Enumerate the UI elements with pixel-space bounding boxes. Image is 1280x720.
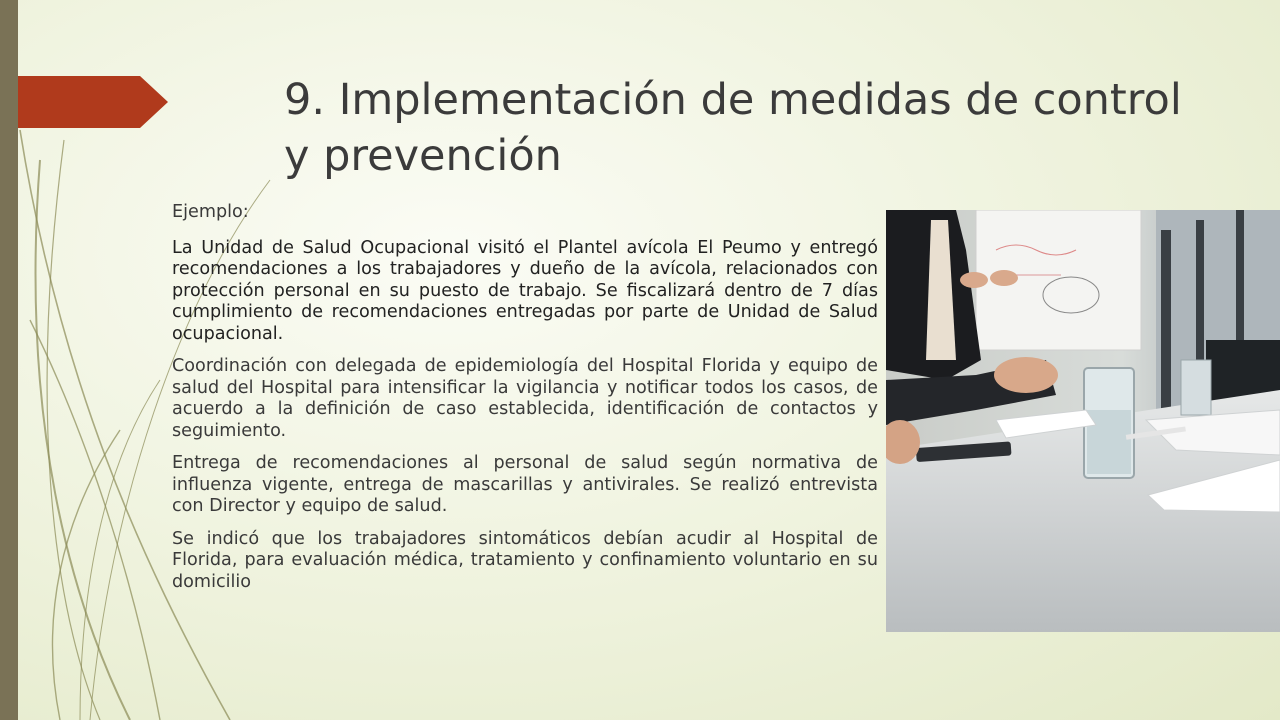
slide-title: 9. Implementación de medidas de control y prevención bbox=[284, 75, 1182, 181]
meeting-photo bbox=[886, 210, 1280, 632]
intro-label: Ejemplo: bbox=[172, 202, 249, 222]
slide-content bbox=[172, 202, 878, 604]
paragraph-4: Se indicó que los trabajadores sintomáticos debían acudir al Hospital de Florida, para evaluación médica, tratamiento y confinamiento voluntario en su domicilio bbox=[172, 528, 878, 592]
paragraph-3: Entrega de recomendaciones al personal de salud según normativa de influenza vigente, entrega de mascarillas y antivirales. Se realizó entrevista con Director y equipo de salud. bbox=[172, 453, 878, 516]
paragraph-1: La Unidad de Salud Ocupacional visitó el Plantel avícola El Peumo y entregó recomendaciones a los trabajadores y dueño de la avícola, relacionados con protección personal en su puesto de trabajo. Se fiscalizará dentro de 7 días cumplimiento de recomendaciones entregadas por parte de Unidad de Salud ocupacional. bbox=[172, 237, 878, 344]
paragraph-2: Coordinación con delegada de epidemiología del Hospital Florida y equipo de salud del Hospital para intensificar la vigilancia y notificar todos los casos, de acuerdo a la definición de caso establecida, identificación de contactos y seguimiento. bbox=[172, 356, 878, 441]
title-accent-arrow bbox=[18, 76, 168, 128]
